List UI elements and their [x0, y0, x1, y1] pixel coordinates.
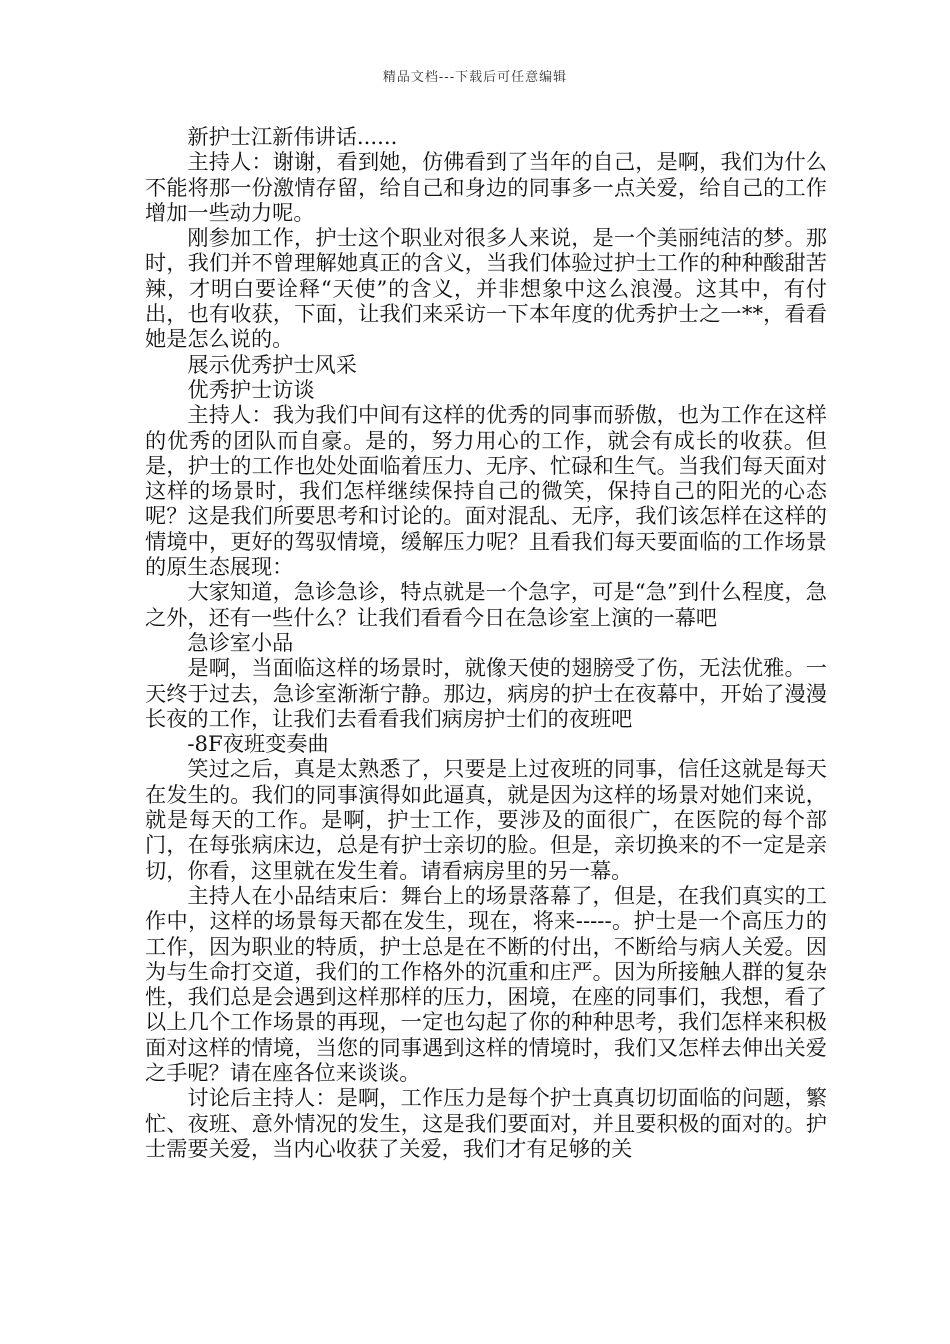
paragraph-new-nurse-speech: 新护士江新伟讲话......	[187, 124, 398, 149]
paragraph-host-thanks: 主持人：谢谢，看到她，仿佛看到了当年的自己，是啊，我们为什么不能将那一份激情存留，给自己和身边的同事多一点关爱，给自己的工作增加一些动力呢。	[145, 149, 827, 225]
document-body	[145, 124, 827, 1161]
paragraph-host-after-discussion: 讨论后主持人：是啊，工作压力是每个护士真真切切面临的问题，繁忙、夜班、意外情况的发生，这是我们要面对，并且要积极的面对的。护士需要关爱，当内心收获了关爱，我们才有足够的关	[145, 1085, 827, 1161]
section-heading-showcase: 展示优秀护士风采	[187, 351, 357, 377]
paragraph-after-laughter: 笑过之后，真是太熟悉了，只要是上过夜班的同事，信任这就是每天在发生的。我们的同事演得如此逼真，就是因为这样的场景对她们来说，就是每天的工作。是啊，护士工作，要涉及的面很广，在医院的每个部门，在每张病床边，总是有护士亲切的脸。但是，亲切换来的不一定是亲切，你看，这里就在发生着。请看病房里的另一幕。	[145, 756, 827, 883]
page-header: 精品文档---下载后可任意编辑	[382, 70, 568, 85]
paragraph-host-pride: 主持人：我为我们中间有这样的优秀的同事而骄傲，也为工作在这样的优秀的团队而自豪。是的，努力用心的工作，就会有成长的收获。但是，护士的工作也处处面临着压力、无序、忙碌和生气。当我们每天面对这样的场景时，我们怎样继续保持自己的微笑，保持自己的阳光的心态呢？这是我们所要思考和讨论的。面对混乱、无序，我们该怎样在这样的情境中，更好的驾驭情境，缓解压力呢？且看我们每天要面临的工作场景的原生态展现：	[145, 402, 827, 580]
section-heading-emergency-skit: 急诊室小品	[187, 629, 294, 655]
paragraph-emergency-intro: 大家知道，急诊急诊，特点就是一个急字，可是“急”到什么程度，急之外，还有一些什么？让我们看看今日在急诊室上演的一幕吧	[145, 579, 827, 630]
section-heading-night-shift: -8F夜班变奏曲	[187, 731, 329, 757]
section-heading-interview: 优秀护士访谈	[187, 376, 315, 402]
paragraph-career-intro: 刚参加工作，护士这个职业对很多人来说，是一个美丽纯洁的梦。那时，我们并不曾理解她真正的含义，当我们体验过护士工作的种种酸甜苦辣，才明白要诠释“天使”的含义，并非想象中这么浪漫。这其中，有付出，也有收获，下面，让我们来采访一下本年度的优秀护士之一**，看看她是怎么说的。	[145, 225, 827, 352]
paragraph-night-shift-intro: 是啊，当面临这样的场景时，就像天使的翅膀受了伤，无法优雅。一天终于过去，急诊室渐渐宁静。那边，病房的护士在夜幕中，开始了漫漫长夜的工作，让我们去看看我们病房护士们的夜班吧	[145, 655, 827, 731]
paragraph-host-after-skit: 主持人在小品结束后：舞台上的场景落幕了，但是，在我们真实的工作中，这样的场景每天都在发生，现在，将来-----。护士是一个高压力的工作，因为职业的特质，护士总是在不断的付出，不断给与病人关爱。因为与生命打交道，我们的工作格外的沉重和庄严。因为所接触人群的复杂性，我们总是会遇到这样那样的压力，困境，在座的同事们，我想，看了以上几个工作场景的再现，一定也勾起了你的种种思考，我们怎样来积极面对这样的情境，当您的同事遇到这样的情境时，我们又怎样去伸出关爱之手呢？请在座各位来谈谈。	[145, 882, 827, 1085]
